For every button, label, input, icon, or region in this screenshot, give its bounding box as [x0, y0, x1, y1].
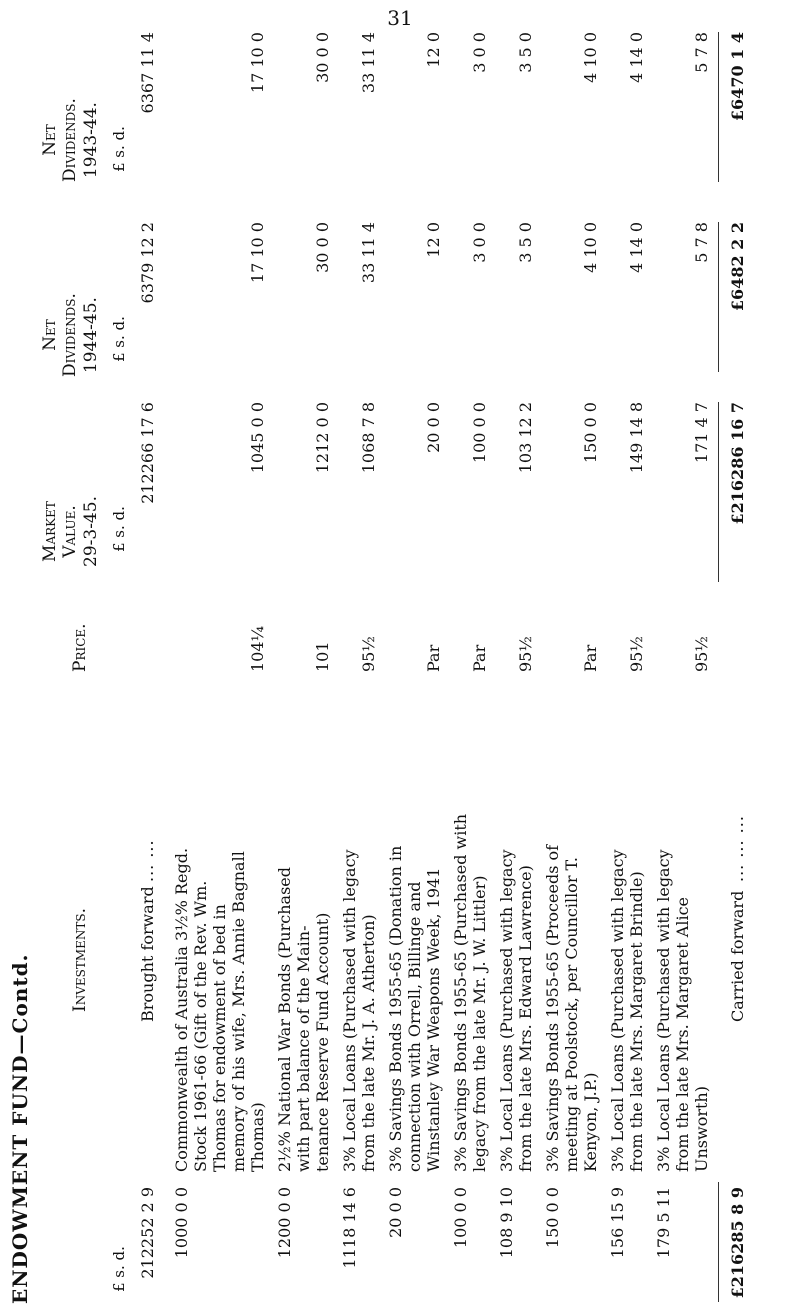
row-market-value: 20 0 0 — [424, 402, 443, 453]
row-price: 95½ — [359, 636, 378, 672]
row-div-1944: 12 0 — [424, 222, 443, 258]
row-div-1944: 4 10 0 — [581, 222, 600, 273]
bf-div-1944: 6379 12 2 — [138, 222, 157, 304]
row-description — [275, 682, 332, 1172]
header-div1944-line3: 1944-45. — [80, 297, 101, 374]
bf-dots: ... ... — [138, 839, 157, 882]
row-div-1944: 4 14 0 — [627, 222, 646, 273]
row-nominal: 1000 0 0 — [172, 1187, 191, 1259]
header-market-value — [40, 496, 101, 567]
row-market-value: 1212 0 0 — [313, 402, 332, 474]
cf-nominal: £216285 8 9 — [728, 1187, 747, 1299]
row-market-value: 1068 7 8 — [359, 402, 378, 474]
row-nominal: 1118 14 6 — [340, 1187, 359, 1269]
total-rule-div1943 — [718, 32, 719, 182]
row-price: 95½ — [692, 636, 711, 672]
row-description — [386, 682, 443, 1172]
header-price: Price. — [70, 623, 90, 672]
units-div-1943: £ s. d. — [110, 126, 128, 172]
row-price: 101 — [313, 641, 332, 672]
cf-dots: ... ... ... — [728, 815, 747, 882]
row-price: Par — [581, 644, 600, 672]
header-market-value-line1: Market — [40, 501, 60, 562]
row-nominal: 20 0 0 — [386, 1187, 405, 1238]
row-description — [340, 682, 378, 1172]
row-nominal: 108 9 10 — [497, 1187, 516, 1259]
row-description-line: Stock 1961-66 (Gift of the Rev. Wm. — [191, 880, 210, 1172]
bf-label: Brought forward — [138, 886, 157, 1022]
row-div-1943: 5 7 8 — [692, 32, 711, 73]
row-description-line: 3% Local Loans (Purchased with legacy — [340, 849, 359, 1172]
header-investments: Investments. — [70, 907, 90, 1012]
row-description — [451, 682, 489, 1172]
cf-div-1944: £6482 2 2 — [728, 222, 747, 312]
row-description — [608, 682, 646, 1172]
row-price: 104¼ — [248, 625, 267, 672]
row-description — [172, 682, 267, 1172]
row-description-line: from the late Mrs. Edward Lawrence) — [516, 865, 535, 1172]
row-price: 95½ — [627, 636, 646, 672]
row-description-line: legacy from the late Mr. J. W. Littler) — [470, 875, 489, 1172]
units-div-1944: £ s. d. — [110, 316, 128, 362]
header-div1944-line1: Net — [40, 319, 60, 351]
total-rule-nominal — [718, 1182, 719, 1302]
header-div1944-line2: Dividends. — [60, 293, 81, 377]
row-description — [654, 682, 711, 1172]
row-div-1944: 17 10 0 — [248, 222, 267, 284]
row-div-1944: 5 7 8 — [692, 222, 711, 263]
row-nominal: 150 0 0 — [543, 1187, 562, 1249]
row-div-1943: 12 0 — [424, 32, 443, 68]
row-description-line: with part balance of the Main- — [294, 925, 313, 1172]
row-div-1944: 30 0 0 — [313, 222, 332, 273]
row-div-1944: 33 11 4 — [359, 222, 378, 284]
row-nominal: 100 0 0 — [451, 1187, 470, 1249]
header-dividends-1944 — [40, 293, 101, 377]
row-nominal: 179 5 11 — [654, 1187, 673, 1259]
row-nominal: 1200 0 0 — [275, 1187, 294, 1259]
row-description-line: Kenyon, J.P.) — [581, 1072, 600, 1172]
row-description-line: 2½% National War Bonds (Purchased — [275, 867, 294, 1172]
row-description — [497, 682, 535, 1172]
row-price: 95½ — [516, 636, 535, 672]
bf-market-value: 212266 17 6 — [138, 402, 157, 504]
header-div1943-line3: 1943-44. — [80, 102, 101, 179]
row-description-line: 3% Savings Bonds 1955-65 (Purchased with — [451, 813, 470, 1172]
row-price: Par — [470, 644, 489, 672]
header-dividends-1943 — [40, 98, 101, 182]
header-div1943-line2: Dividends. — [60, 98, 81, 182]
row-div-1943: 4 14 0 — [627, 32, 646, 83]
row-description-line: Thomas) — [248, 1102, 267, 1172]
row-description-line: 3% Local Loans (Purchased with legacy — [654, 849, 673, 1172]
header-market-value-line2: Value. — [60, 505, 81, 558]
header-div1943-line1: Net — [40, 124, 60, 156]
bf-div-1943: 6367 11 4 — [138, 32, 157, 114]
row-description-line: Unsworth) — [692, 1086, 711, 1172]
row-description-line: from the late Mrs. Margaret Brindle) — [627, 871, 646, 1172]
row-market-value: 103 12 2 — [516, 402, 535, 474]
row-div-1944: 3 0 0 — [470, 222, 489, 263]
row-div-1943: 3 0 0 — [470, 32, 489, 73]
row-nominal: 156 15 9 — [608, 1187, 627, 1259]
row-market-value: 1045 0 0 — [248, 402, 267, 474]
row-description-line: meeting at Poolstock, per Councillor T. — [562, 857, 581, 1172]
row-description-line: 3% Savings Bonds 1955-65 (Proceeds of — [543, 844, 562, 1172]
row-price: Par — [424, 644, 443, 672]
row-market-value: 149 14 8 — [627, 402, 646, 474]
units-market-value: £ s. d. — [110, 506, 128, 552]
total-rule-market — [718, 402, 719, 582]
row-description — [543, 682, 600, 1172]
row-div-1944: 3 5 0 — [516, 222, 535, 263]
units-nominal: £ s. d. — [110, 1246, 128, 1292]
row-description-line: memory of his wife, Mrs. Annie Bagnall — [229, 851, 248, 1172]
cf-label: Carried forward — [728, 890, 747, 1022]
cf-div-1943: £6470 1 4 — [728, 32, 747, 122]
bf-nominal: 212252 2 9 — [138, 1187, 157, 1279]
total-rule-div1944 — [718, 222, 719, 372]
row-description-line: from the late Mrs. Margaret Alice — [673, 896, 692, 1172]
page-number: 31 — [387, 6, 413, 30]
row-div-1943: 30 0 0 — [313, 32, 332, 83]
row-description-line: tenance Reserve Fund Account) — [313, 912, 332, 1172]
row-description-line: Thomas for endowment of bed in — [210, 904, 229, 1172]
row-market-value: 171 4 7 — [692, 402, 711, 464]
page-title: ENDOWMENT FUND—Contd. — [8, 953, 32, 1304]
row-description-line: 3% Local Loans (Purchased with legacy — [497, 849, 516, 1172]
row-div-1943: 33 11 4 — [359, 32, 378, 94]
row-div-1943: 17 10 0 — [248, 32, 267, 94]
row-description-line: 3% Savings Bonds 1955-65 (Donation in — [386, 845, 405, 1172]
row-description-line: connection with Orrell, Billinge and — [405, 881, 424, 1172]
row-market-value: 150 0 0 — [581, 402, 600, 464]
row-description-line: from the late Mr. J. A. Atherton) — [359, 914, 378, 1172]
row-description-line: Winstanley War Weapons Week, 1941 — [424, 867, 443, 1172]
row-description-line: Commonwealth of Australia 3½% Regd. — [172, 847, 191, 1172]
row-market-value: 100 0 0 — [470, 402, 489, 464]
cf-market-value: £216286 16 7 — [728, 402, 747, 525]
row-description-line: 3% Local Loans (Purchased with legacy — [608, 849, 627, 1172]
row-div-1943: 4 10 0 — [581, 32, 600, 83]
header-market-value-line3: 29-3-45. — [80, 496, 101, 567]
row-div-1943: 3 5 0 — [516, 32, 535, 73]
